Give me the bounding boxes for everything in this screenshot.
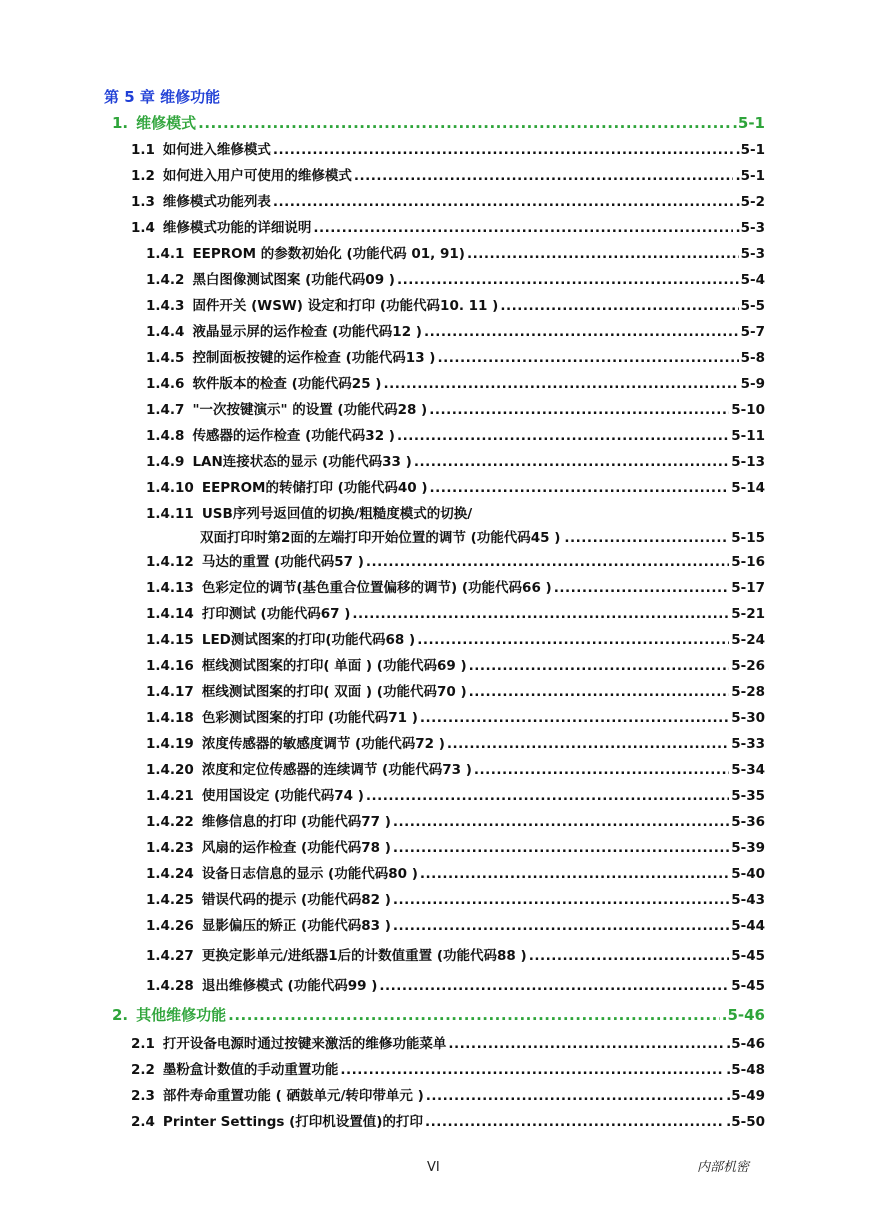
toc-entry-continuation[interactable] [200,526,765,546]
toc-entry[interactable] [146,476,765,496]
toc-entry-number: 1.4.27 [146,948,194,964]
dot-leader [397,272,739,288]
toc-entry-title: 使用国设定 (功能代码74 ) [201,788,364,804]
toc-entry-page: 5-13 [731,454,765,470]
toc-entry[interactable] [146,706,765,726]
toc-entry-number: 1.4.20 [146,762,194,778]
toc-entry-title: 浓度传感器的敏感度调节 (功能代码72 ) [201,736,445,752]
confidential-label: 内部机密 [697,1160,750,1175]
toc-entry-page: 5-3 [740,246,765,262]
toc-entry[interactable] [146,836,765,856]
toc-entry-title: LAN连接状态的显示 (功能代码33 ) [192,454,412,470]
toc-entry[interactable] [146,320,765,340]
toc-entry-title: EEPROM的转储打印 (功能代码40 ) [201,480,428,496]
toc-entry[interactable] [146,450,765,470]
dot-leader [447,736,729,752]
toc-entry[interactable] [131,1058,765,1078]
toc-entry-page: 5-45 [731,948,765,964]
dot-leader [425,1114,724,1130]
toc-entry-number: 1.4.21 [146,788,194,804]
toc-entry-title: 传感器的运作检查 (功能代码32 ) [192,428,395,444]
toc-entry-number: 1.4.9 [146,454,185,470]
toc-entry-number: 1.4.1 [146,246,185,262]
toc-entry-page: 5-28 [731,684,765,700]
toc-entry-title: 退出维修模式 (功能代码99 ) [201,978,378,994]
toc-entry-number: 1.4.3 [146,298,185,314]
toc-entry-number: 1.4.5 [146,350,185,366]
dot-leader [354,168,734,184]
toc-entry[interactable] [146,424,765,444]
toc-entry-number: 1.1 [131,142,155,158]
toc-entry-number: 1.4.17 [146,684,194,700]
dot-leader [414,454,729,470]
toc-entry[interactable] [146,346,765,366]
chapter-title: 第 5 章 维修功能 [104,88,221,106]
toc-entry-number: 1. [112,114,129,132]
toc-entry[interactable] [146,888,765,908]
dot-leader [273,142,734,158]
toc-entry[interactable] [131,1110,765,1130]
toc-entry-title: 如何进入用户可使用的维修模式 [162,168,352,184]
toc-entry-number: 1.4.22 [146,814,194,830]
toc-entry-page: 5-7 [740,324,765,340]
toc-entry-number: 2.2 [131,1062,155,1078]
toc-entry[interactable] [146,654,765,674]
toc-entry[interactable] [146,398,765,418]
toc-entry-title: 维修信息的打印 (功能代码77 ) [201,814,391,830]
dot-leader [474,762,729,778]
dot-leader [529,948,730,964]
toc-entry[interactable] [146,268,765,288]
toc-entry-title: USB序列号返回值的切换/粗糙度模式的切换/ [201,506,473,522]
toc-entry-page: .5-1 [735,142,765,158]
toc-entry-number: 1.4.8 [146,428,185,444]
toc-entry-page: 5-21 [731,606,765,622]
toc-entry-title: 墨粉盒计数值的手动重置功能 [162,1062,339,1078]
toc-entry-page: 5-24 [731,632,765,648]
toc-entry[interactable] [146,810,765,830]
dot-leader [366,554,729,570]
toc-entry-number: 1.4.16 [146,658,194,674]
dot-leader [437,350,738,366]
toc-entry-page: .5-48 [726,1062,765,1078]
toc-entry-title: 控制面板按键的运作检查 (功能代码13 ) [192,350,436,366]
dot-leader [393,814,729,830]
toc-entry[interactable] [146,628,765,648]
toc-entry-page: .5-3 [735,220,765,236]
toc-entry-title: 打印测试 (功能代码67 ) [201,606,351,622]
toc-entry-page: 5-43 [731,892,765,908]
toc-entry-number: 2. [112,1006,129,1024]
toc-entry-page: 5-40 [731,866,765,882]
toc-entry-page: 5-15 [731,530,765,546]
toc-entry[interactable] [131,164,765,184]
toc-entry[interactable] [146,502,765,522]
dot-leader [393,840,729,856]
dot-leader [379,978,729,994]
toc-entry-page: 5-26 [731,658,765,674]
toc-entry[interactable] [146,242,765,262]
toc-entry-title: 设备日志信息的显示 (功能代码80 ) [201,866,418,882]
toc-entry-title: 浓度和定位传感器的连续调节 (功能代码73 ) [201,762,472,778]
toc-entry-title: 错误代码的提示 (功能代码82 ) [201,892,391,908]
toc-entry[interactable] [146,784,765,804]
dot-leader [393,892,729,908]
dot-leader [340,1062,724,1078]
toc-entry-number: 1.4.15 [146,632,194,648]
toc-entry-number: 1.4.6 [146,376,185,392]
toc-entry[interactable] [146,944,765,964]
toc-entry[interactable] [146,974,765,994]
toc-entry-page: 5-34 [731,762,765,778]
dot-leader [313,220,733,236]
toc-entry-title: 框线测试图案的打印( 双面 ) (功能代码70 ) [201,684,467,700]
toc-entry-title: 部件寿命重置功能 ( 硒鼓单元/转印带单元 ) [162,1088,424,1104]
dot-leader [397,428,729,444]
toc-entry[interactable] [131,138,765,158]
toc-entry-title: 维修模式功能的详细说明 [162,220,312,236]
toc-entry-title: 固件开关 (WSW) 设定和打印 (功能代码10. 11 ) [192,298,499,314]
toc-entry-number: 1.4.2 [146,272,185,288]
dot-leader [469,658,730,674]
toc-entry[interactable] [146,576,765,596]
dot-leader [383,376,738,392]
toc-entry-page: 5-9 [740,376,765,392]
toc-entry-page: 5-16 [731,554,765,570]
toc-entry-number: 1.4.23 [146,840,194,856]
toc-entry-number: 1.2 [131,168,155,184]
toc-entry-title: 打开设备电源时通过按键来激活的维修功能菜单 [162,1036,447,1052]
dot-leader [420,710,729,726]
dot-leader [393,918,729,934]
toc-entry-page: 5-35 [731,788,765,804]
dot-leader [467,246,739,262]
dot-leader [429,402,729,418]
toc-entry-page: 5-11 [731,428,765,444]
toc-entry[interactable] [146,758,765,778]
toc-entry[interactable] [112,1004,765,1024]
toc-entry-number: 1.4.26 [146,918,194,934]
dot-leader [430,480,730,496]
toc-entry-number: 1.4.24 [146,866,194,882]
toc-entry-page: 5-4 [740,272,765,288]
toc-entry-page: .5-46 [726,1036,765,1052]
dot-leader [273,194,734,210]
dot-leader [500,298,738,314]
toc-entry[interactable] [146,550,765,570]
toc-entry-title: 马达的重置 (功能代码57 ) [201,554,364,570]
toc-entry[interactable] [131,1084,765,1104]
toc-entry-title: 色彩测试图案的打印 (功能代码71 ) [201,710,418,726]
toc-entry-title: 黑白图像测试图案 (功能代码09 ) [192,272,395,288]
toc-entry-page: 5-39 [731,840,765,856]
toc-entry[interactable] [131,216,765,236]
toc-entry-page: 5-5 [740,298,765,314]
toc-entry[interactable] [146,914,765,934]
toc-entry-number: 1.4.25 [146,892,194,908]
toc-entry-title: 更换定影单元/进纸器1后的计数值重置 (功能代码88 ) [201,948,527,964]
toc-entry-number: 2.3 [131,1088,155,1104]
toc-entry[interactable] [146,372,765,392]
toc-entry-page: 5-8 [740,350,765,366]
dot-leader [417,632,729,648]
toc-entry-number: 1.4 [131,220,155,236]
toc-entry-number: 1.4.28 [146,978,194,994]
dot-leader [426,1088,724,1104]
toc-entry-title: 色彩定位的调节(基色重合位置偏移的调节) (功能代码66 ) [201,580,552,596]
toc-entry-title: 如何进入维修模式 [162,142,271,158]
toc-entry-page: .5-1 [732,114,765,132]
dot-leader [469,684,730,700]
toc-entry-page: 5-10 [731,402,765,418]
dot-leader [198,114,730,132]
toc-entry[interactable] [112,112,765,132]
toc-entry-page: 5-30 [731,710,765,726]
toc-entry-number: 2.1 [131,1036,155,1052]
toc-entry-page: .5-50 [726,1114,765,1130]
toc-entry-title: 软件版本的检查 (功能代码25 ) [192,376,382,392]
toc-entry-title: 风扇的运作检查 (功能代码78 ) [201,840,391,856]
toc-entry[interactable] [146,602,765,622]
toc-entry-title: 显影偏压的矫正 (功能代码83 ) [201,918,391,934]
toc-entry[interactable] [131,1032,765,1052]
dot-leader [228,1006,720,1024]
toc-entry-title: 框线测试图案的打印( 单面 ) (功能代码69 ) [201,658,467,674]
toc-entry-title: 维修模式功能列表 [162,194,271,210]
toc-entry-number: 1.3 [131,194,155,210]
toc-entry[interactable] [146,862,765,882]
dot-leader [352,606,729,622]
toc-entry-number: 1.4.4 [146,324,185,340]
dot-leader [424,324,739,340]
toc-entry-page: 5-36 [731,814,765,830]
toc-entry-title: 其他维修功能 [136,1006,227,1024]
toc-entry-number: 1.4.14 [146,606,194,622]
toc-entry-number: 1.4.7 [146,402,185,418]
toc-entry-page: .5-1 [735,168,765,184]
dot-leader [554,580,729,596]
toc-entry-title: 维修模式 [136,114,197,132]
toc-entry-page: 5-17 [731,580,765,596]
toc-entry-number: 1.4.19 [146,736,194,752]
toc-entry-title: EEPROM 的参数初始化 (功能代码 01, 91) [192,246,465,262]
toc-entry-number: 1.4.12 [146,554,194,570]
toc-entry-number: 1.4.10 [146,480,194,496]
toc-entry-page: .5-49 [726,1088,765,1104]
toc-entry-page: 5-14 [731,480,765,496]
toc-entry-page: .5-2 [735,194,765,210]
toc-entry[interactable] [146,732,765,752]
page-number: VI [427,1160,440,1175]
toc-entry-number: 1.4.13 [146,580,194,596]
toc-entry-page: .5-46 [721,1006,765,1024]
dot-leader [448,1036,724,1052]
toc-entry[interactable] [146,294,765,314]
toc-entry-page: 5-45 [731,978,765,994]
dot-leader [420,866,729,882]
toc-entry-page: 5-33 [731,736,765,752]
toc-entry-number: 1.4.11 [146,506,194,522]
dot-leader [564,530,727,546]
toc-entry-number: 1.4.18 [146,710,194,726]
toc-entry[interactable] [131,190,765,210]
toc-entry-title: 液晶显示屏的运作检查 (功能代码12 ) [192,324,422,340]
toc-entry-title: Printer Settings (打印机设置值)的打印 [162,1114,423,1130]
toc-entry-title: LED测试图案的打印(功能代码68 ) [201,632,416,648]
dot-leader [366,788,729,804]
toc-entry-page: 5-44 [731,918,765,934]
toc-entry[interactable] [146,680,765,700]
toc-entry-number: 2.4 [131,1114,155,1130]
toc-entry-title: "一次按键演示" 的设置 (功能代码28 ) [192,402,428,418]
toc-entry-title-line2: 双面打印时第2面的左端打印开始位置的调节 (功能代码45 ) [200,530,561,546]
